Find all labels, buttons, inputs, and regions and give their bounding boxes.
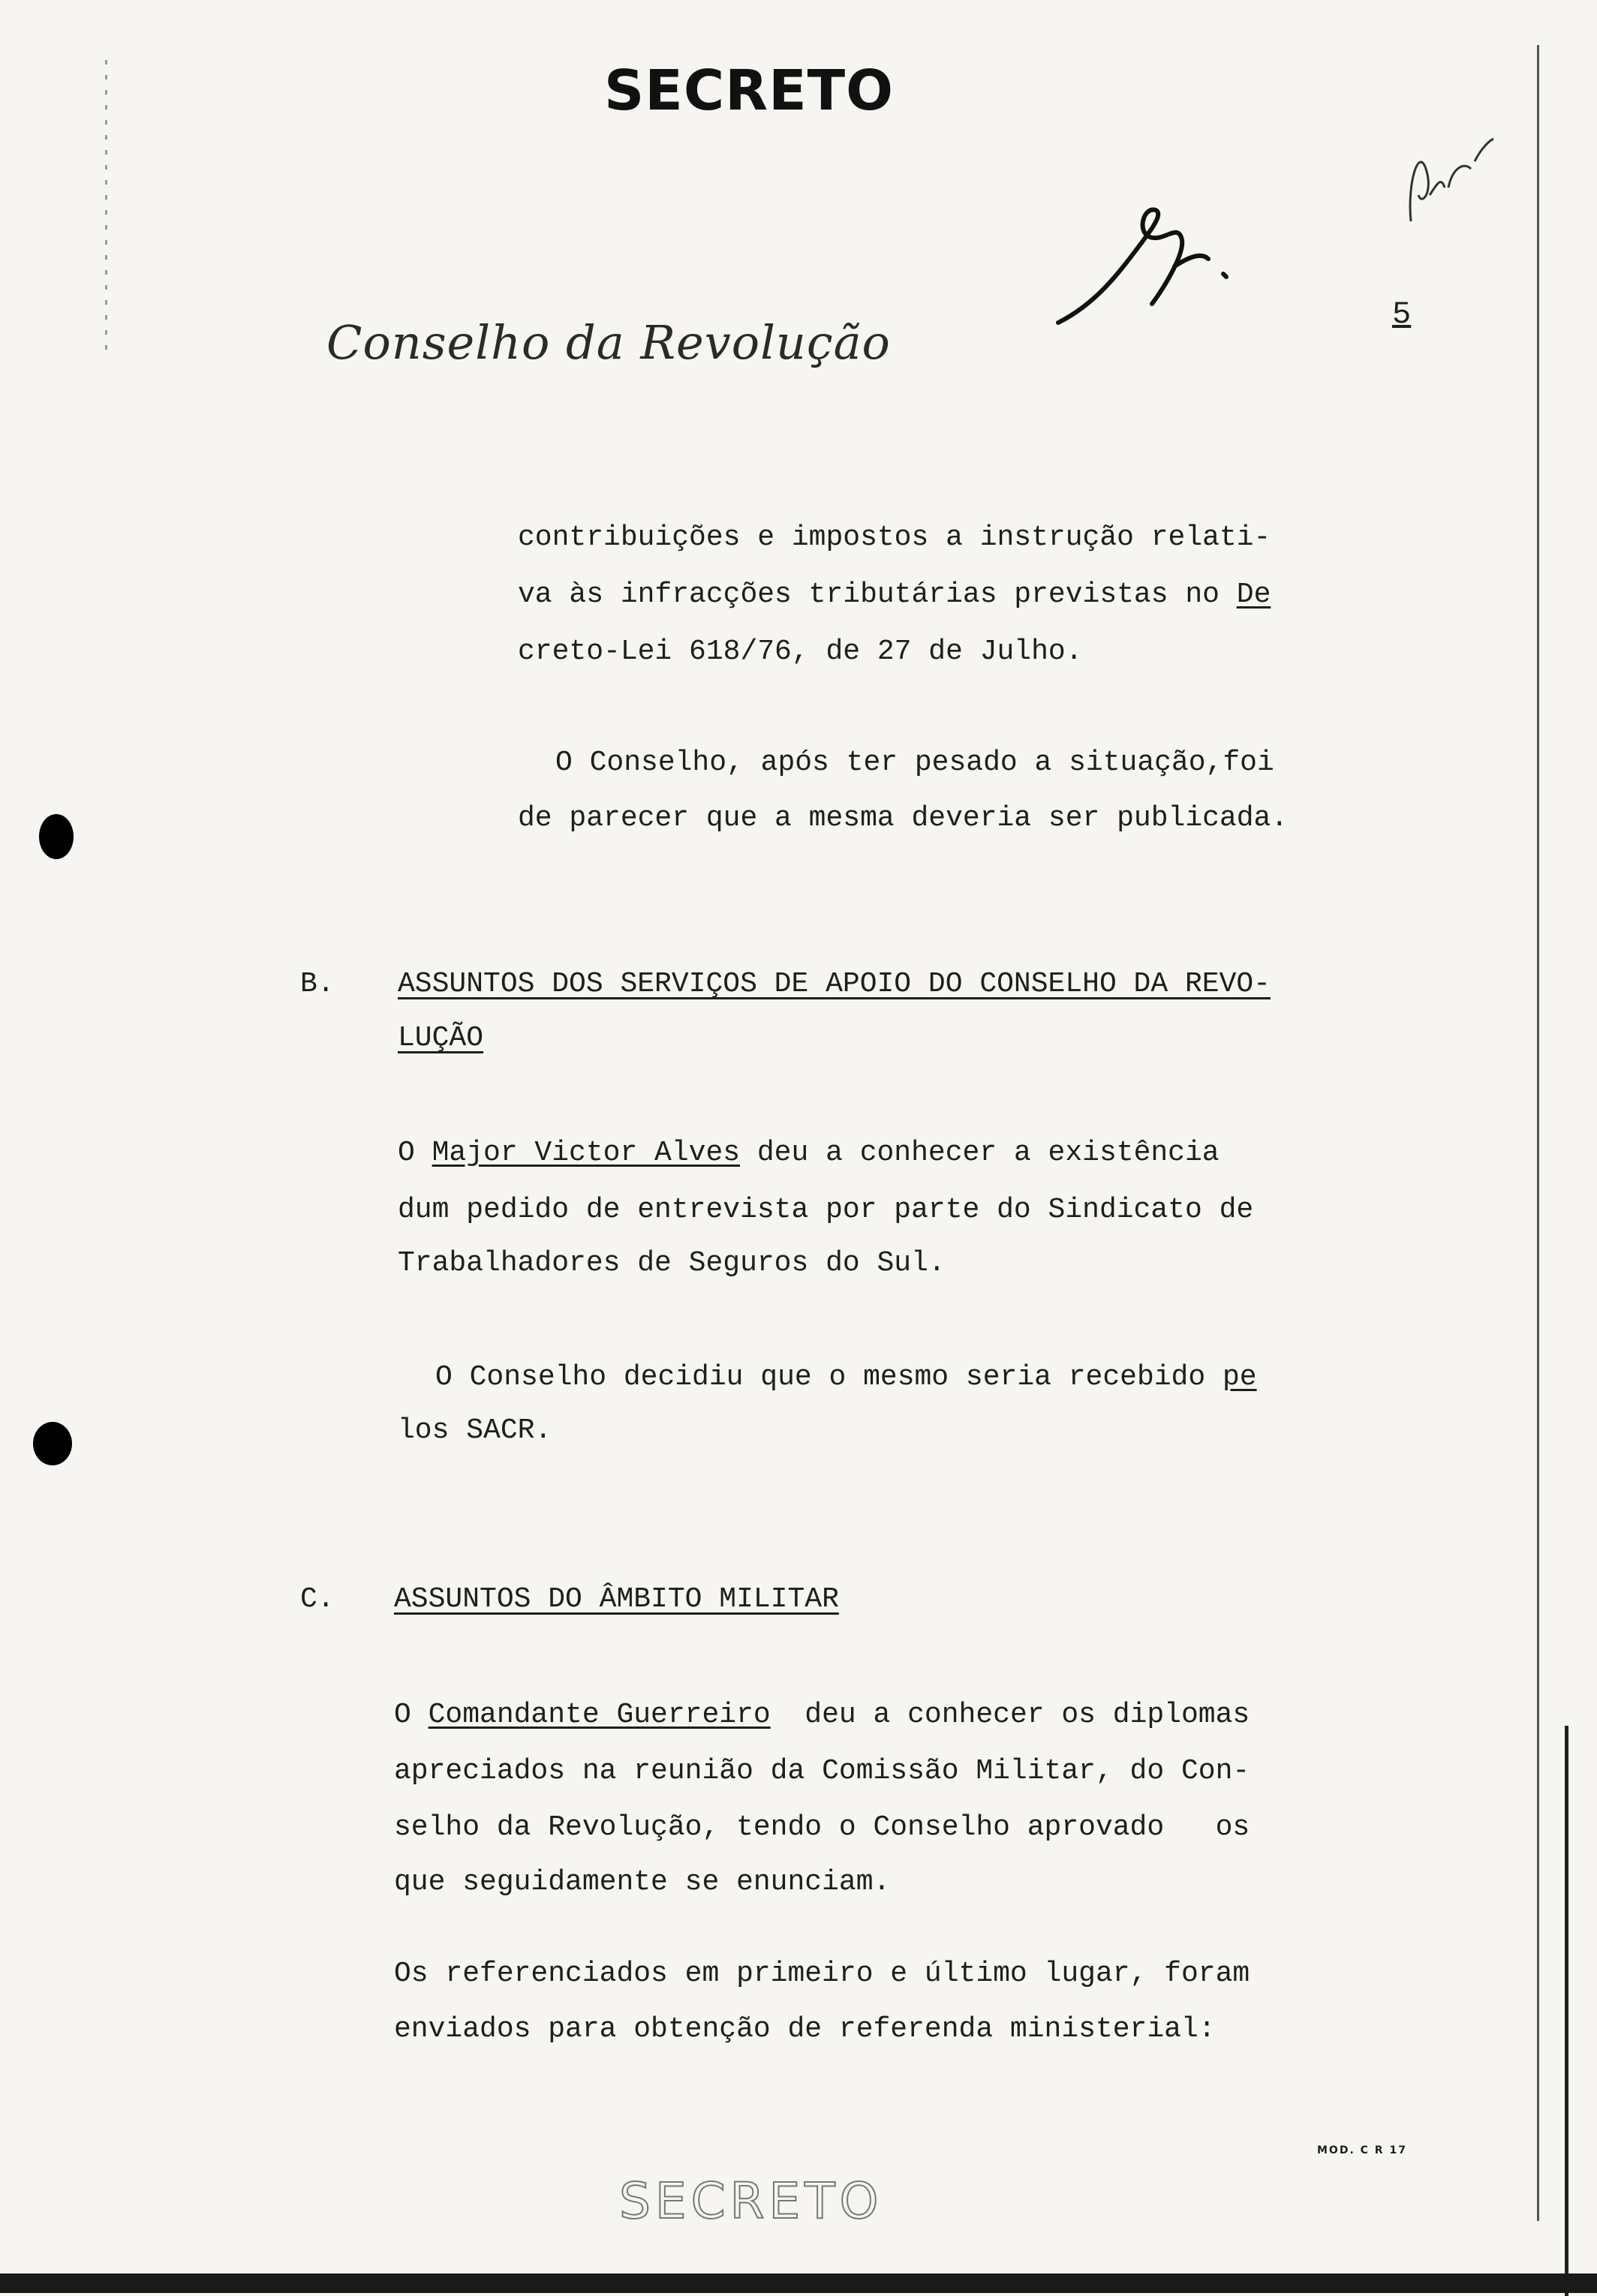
body-line: va às infracções tributárias previstas no De — [518, 579, 1271, 611]
underlined-text: De — [1236, 579, 1271, 611]
handwritten-annotation — [1403, 124, 1501, 229]
page-edge — [1537, 45, 1539, 2221]
section-label: B. — [300, 968, 335, 1000]
person-name: Major Victor Alves — [432, 1137, 741, 1169]
body-line: apreciados na reunião da Comissão Militar, do Con- — [394, 1755, 1250, 1787]
section-heading: ASSUNTOS DO ÂMBITO MILITAR — [394, 1583, 839, 1615]
body-line: O Conselho decidiu que o mesmo seria recebido pe — [435, 1361, 1257, 1393]
classification-stamp-top: SECRETO — [604, 59, 895, 123]
scan-border — [0, 2273, 1597, 2293]
page-number: 5 — [1392, 296, 1412, 332]
punch-hole — [39, 814, 74, 859]
underlined-text: pe — [1222, 1361, 1257, 1393]
section-heading: ASSUNTOS DOS SERVIÇOS DE APOIO DO CONSELHO DA REVO- — [398, 968, 1271, 1000]
page-edge — [1565, 1726, 1568, 2296]
scan-artifact — [105, 60, 107, 360]
body-line: O Comandante Guerreiro deu a conhecer os diplomas — [394, 1699, 1250, 1731]
body-line: contribuições e impostos a instrução relati- — [518, 521, 1271, 554]
body-line: que seguidamente se enunciam. — [394, 1866, 891, 1898]
body-line: dum pedido de entrevista por parte do Sindicato de — [398, 1194, 1254, 1226]
classification-stamp-bottom: SECRETO — [619, 2172, 883, 2230]
body-line: enviados para obtenção de referenda ministerial: — [394, 2013, 1216, 2045]
body-line: Trabalhadores de Seguros do Sul. — [398, 1247, 946, 1279]
section-label: C. — [300, 1583, 335, 1615]
body-line: los SACR. — [398, 1414, 552, 1447]
body-line: O Major Victor Alves deu a conhecer a existência — [398, 1137, 1220, 1169]
body-line: selho da Revolução, tendo o Conselho aprovado os — [394, 1811, 1250, 1844]
letterhead: Conselho da Revolução — [326, 315, 891, 370]
body-line: O Conselho, após ter pesado a situação,foi — [555, 747, 1274, 779]
form-code: MOD. C R 17 — [1317, 2144, 1407, 2156]
punch-hole — [33, 1422, 72, 1465]
body-line: creto-Lei 618/76, de 27 de Julho. — [518, 636, 1083, 668]
body-line: Os referenciados em primeiro e último lugar, foram — [394, 1958, 1250, 1990]
person-name: Comandante Guerreiro — [428, 1699, 771, 1731]
section-heading: LUÇÃO — [398, 1022, 484, 1054]
signature-icon — [1051, 199, 1246, 334]
body-line: de parecer que a mesma deveria ser publicada. — [518, 802, 1289, 834]
